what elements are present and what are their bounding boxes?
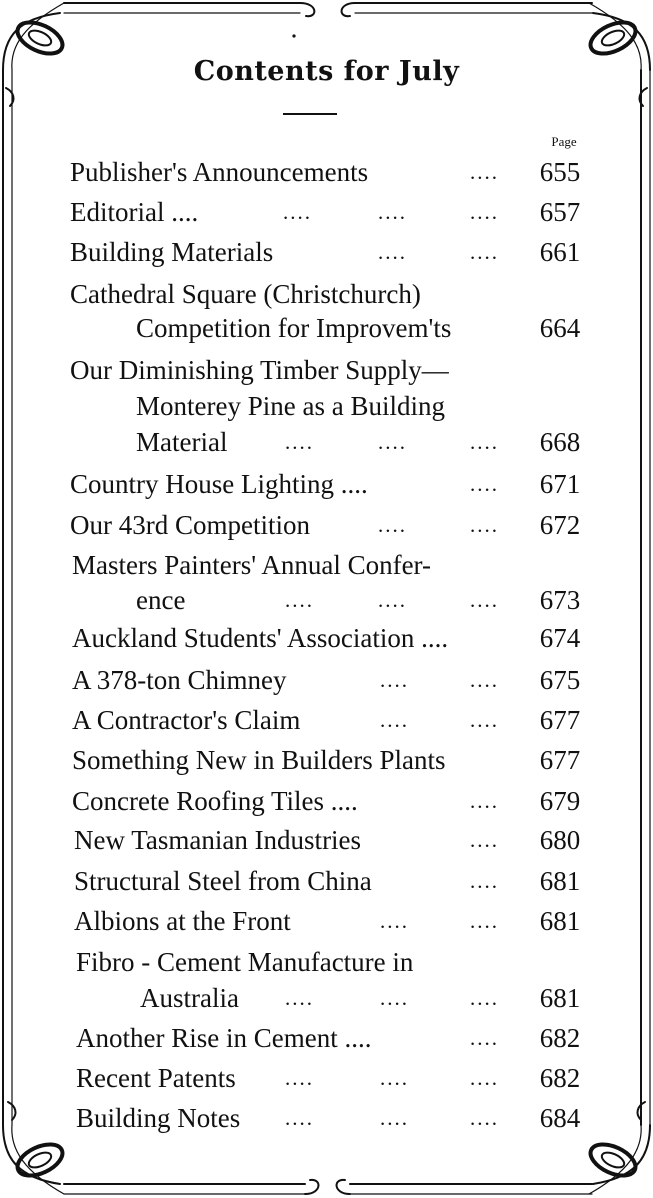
entry-title: Building Notes [76, 1103, 241, 1133]
page-title: Contents for July [193, 56, 460, 87]
page-number: 682 [539, 1063, 581, 1093]
page-number: 684 [539, 1103, 581, 1133]
entry-title: New Tasmanian Industries [74, 825, 362, 855]
page-number: 674 [539, 623, 581, 653]
page-number: 675 [539, 665, 581, 695]
page-number: 681 [539, 906, 581, 936]
leader-dots: .... [380, 708, 409, 732]
page-number: 664 [539, 313, 581, 343]
leader-dots: .... [470, 1066, 499, 1090]
page-number: 672 [539, 510, 581, 540]
leader-dots: .... [470, 160, 499, 184]
leader-dots: .... [470, 668, 499, 692]
entry-title-continued: ence [136, 585, 186, 615]
leader-dots: .... [285, 588, 314, 612]
entry-title: Editorial .... [70, 197, 199, 227]
entry-title: Fibro - Cement Manufacture in [76, 947, 414, 977]
entry-title: Our Diminishing Timber Supply— [70, 355, 449, 385]
page-number: 661 [539, 237, 581, 267]
leader-dots: .... [285, 986, 314, 1010]
leader-dots: .... [470, 789, 499, 813]
page-number: 677 [539, 745, 581, 775]
leader-dots: .... [378, 588, 407, 612]
entry-title-continued: Australia [140, 983, 239, 1013]
leader-dots: .... [470, 1106, 499, 1130]
leader-dots: .... [285, 430, 314, 454]
entry-title: Another Rise in Cement .... [76, 1023, 372, 1053]
leader-dots: .... [283, 200, 312, 224]
leader-dots: .... [470, 430, 499, 454]
page-number: 682 [539, 1023, 581, 1053]
entry-title: Structural Steel from China [74, 866, 372, 896]
page-column-header: Page [551, 134, 577, 149]
leader-dots: .... [470, 513, 499, 537]
entry-title: Albions at the Front [74, 906, 291, 936]
entry-title: Auckland Students' Association .... [72, 623, 449, 653]
entry-title: Recent Patents [76, 1063, 236, 1093]
leader-dots: .... [380, 986, 409, 1010]
entry-title: Masters Painters' Annual Confer- [72, 550, 432, 580]
leader-dots: .... [470, 588, 499, 612]
leader-dots: .... [378, 513, 407, 537]
leader-dots: .... [285, 1066, 314, 1090]
leader-dots: .... [380, 668, 409, 692]
page-number: 679 [539, 786, 581, 816]
leader-dots: .... [470, 1026, 499, 1050]
page-number: 655 [539, 157, 581, 187]
page-number: 657 [539, 197, 581, 227]
leader-dots: .... [378, 240, 407, 264]
leader-dots: .... [380, 909, 409, 933]
leader-dots: .... [470, 240, 499, 264]
leader-dots: .... [470, 708, 499, 732]
entry-title: Publisher's Announcements [70, 157, 369, 187]
leader-dots: .... [380, 1106, 409, 1130]
leader-dots: .... [470, 472, 499, 496]
entry-title: Country House Lighting .... [70, 469, 368, 499]
leader-dots: .... [470, 986, 499, 1010]
page-number: 680 [539, 825, 581, 855]
leader-dots: .... [285, 1106, 314, 1130]
page-number: 681 [539, 983, 581, 1013]
entry-title: A Contractor's Claim [72, 705, 301, 735]
page-number: 681 [539, 866, 581, 896]
entry-title: Cathedral Square (Christchurch) [70, 279, 421, 309]
leader-dots: .... [378, 430, 407, 454]
leader-dots: .... [470, 909, 499, 933]
leader-dots: .... [378, 200, 407, 224]
entry-title: Something New in Builders Plants [72, 745, 446, 775]
leader-dots: .... [380, 1066, 409, 1090]
leader-dots: .... [470, 869, 499, 893]
entry-title-continued: Competition for Improvem'ts [136, 313, 452, 343]
entry-title: A 378-ton Chimney [72, 665, 287, 695]
page-number: 677 [539, 705, 581, 735]
entry-title: Our 43rd Competition [70, 510, 310, 540]
leader-dots: .... [470, 828, 499, 852]
leader-dots: .... [470, 200, 499, 224]
page-number: 668 [539, 427, 581, 457]
page-number: 673 [539, 585, 581, 615]
entry-title-continued: Material [136, 427, 228, 457]
entry-title: Building Materials [70, 237, 274, 267]
page-number: 671 [539, 469, 581, 499]
entry-title-continued: Monterey Pine as a Building [136, 391, 445, 421]
entry-title: Concrete Roofing Tiles .... [72, 786, 358, 816]
